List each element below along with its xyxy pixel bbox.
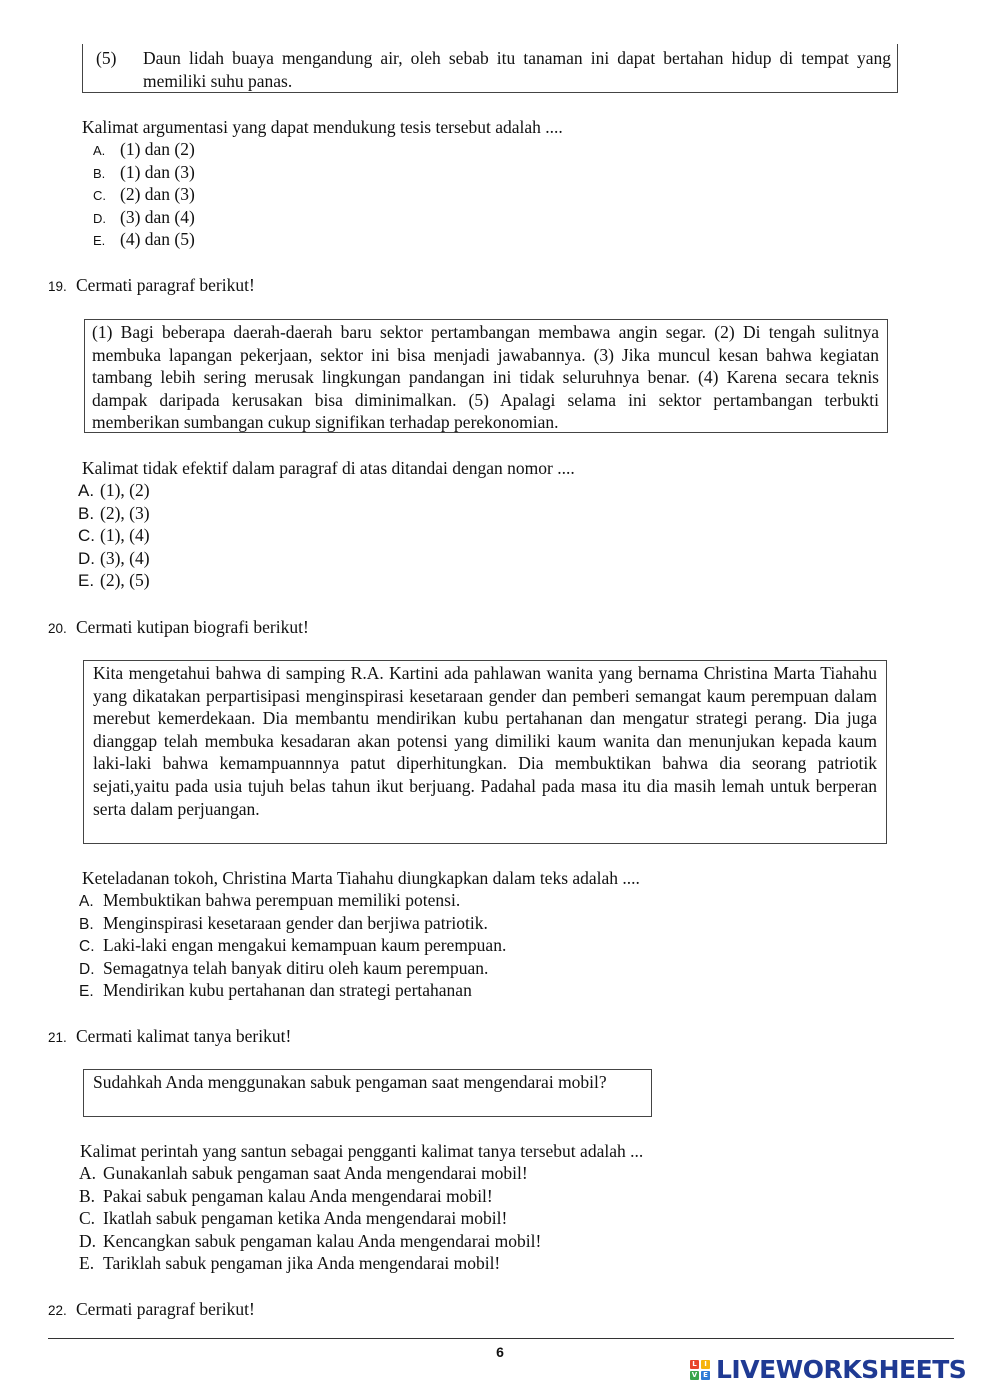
option-text: (1), (4) xyxy=(100,525,150,546)
question-title: Cermati kalimat tanya berikut! xyxy=(76,1026,292,1046)
q21-options xyxy=(79,1162,541,1275)
q19-passage: (1) Bagi beberapa daerah-daerah baru sektor pertambangan membawa angin segar. (2) Di tengah sulitnya membuka lapangan pekerjaan, sektor ini bisa menjadi jawabannya. (3) Jika muncul kesan bahwa kegiatan tambang lebih sering merusak lingkungan pandangan ini tidak seluruhnya benar. (4) Karena secara teknis dampak daripada kerusakan bisa diminimalkan. (5) Apalagi selama ini sektor pertambangan terbukti memberikan sumbangan cukup signifikan terhadap perekonomian. xyxy=(84,319,888,433)
q21-heading xyxy=(48,1025,291,1050)
q19-option-c[interactable] xyxy=(78,524,150,547)
q21-prompt: Kalimat perintah yang santun sebagai pengganti kalimat tanya tersebut adalah ... xyxy=(80,1141,644,1161)
option-label: A. xyxy=(78,481,95,500)
question-number: 19. xyxy=(48,279,67,294)
option-label: C. xyxy=(78,526,95,546)
q19-option-a[interactable] xyxy=(78,479,150,502)
q18-option-b[interactable] xyxy=(93,161,195,184)
question-title: Cermati kutipan biografi berikut! xyxy=(76,617,309,637)
q21-option-c[interactable] xyxy=(79,1207,541,1230)
option-label: C. xyxy=(79,1208,96,1229)
q20-option-c[interactable] xyxy=(79,934,506,957)
q18-prompt: Kalimat argumentasi yang dapat mendukung tesis tersebut adalah .... xyxy=(82,117,563,137)
option-text: Mendirikan kubu pertahanan dan strategi pertahanan xyxy=(103,980,472,1001)
option-text: Ikatlah sabuk pengaman ketika Anda mengendarai mobil! xyxy=(103,1208,508,1229)
option-text: (2) dan (3) xyxy=(120,184,195,205)
q19-option-e[interactable] xyxy=(78,569,150,592)
q19-heading xyxy=(48,274,255,299)
q18-statement-box xyxy=(82,44,898,93)
option-text: Semagatnya telah banyak ditiru oleh kaum perempuan. xyxy=(103,957,489,978)
option-label: A. xyxy=(79,893,94,910)
q21-option-a[interactable] xyxy=(79,1162,541,1185)
q20-option-d[interactable] xyxy=(79,957,506,980)
option-label: B. xyxy=(79,915,94,933)
q18-option-e[interactable] xyxy=(93,228,195,251)
option-text: (4) dan (5) xyxy=(120,229,195,250)
q20-passage: Kita mengetahui bahwa di samping R.A. Kartini ada pahlawan wanita yang bernama Christina Marta Tiahahu yang dikatakan perpartisipasi menginspirasi kesetaraan gender dan pemberi semangat kaum perempuan dalam merebut kemerdekaan. Dia membantu mendirikan kubu pertahanan dan mengatur strategi perang. Dia juga dianggap telah membuka kesadaran akan potensi yang dimiliki kaum wanita dan menunjukan kepada kaum laki-laki bahwa kemampuannnya patut diperhitungkan. Dia membuktikan bahwa dia seorang patriotik sejati,yaitu pada usia tujuh belas tahun ikut berjuang. Padahal pada masa itu dia masih lemah untuk berperan serta dalam perjuangan. xyxy=(83,660,887,844)
option-label: B. xyxy=(93,165,106,181)
option-label: A. xyxy=(79,1163,97,1183)
option-label: E. xyxy=(93,233,106,249)
option-text: Pakai sabuk pengaman kalau Anda mengendarai mobil! xyxy=(103,1185,493,1206)
option-text: Gunakanlah sabuk pengaman saat Anda mengendarai mobil! xyxy=(103,1163,528,1183)
option-text: (1) dan (2) xyxy=(120,139,195,159)
liveworksheets-logo[interactable] xyxy=(690,1354,966,1386)
q21-option-e[interactable] xyxy=(79,1252,541,1275)
q20-heading xyxy=(48,616,309,641)
q22-heading xyxy=(48,1298,255,1323)
question-number: 22. xyxy=(48,1303,67,1318)
brand-name: LIVEWORKSHEETS xyxy=(716,1354,967,1384)
option-text: Kencangkan sabuk pengaman kalau Anda mengendarai mobil! xyxy=(103,1230,542,1251)
q19-passage-left-rule xyxy=(84,319,85,433)
q18-item5-text: Daun lidah buaya mengandung air, oleh sebab itu tanaman ini dapat bertahan hidup di tempat yang memiliki suhu panas. xyxy=(143,48,891,91)
option-label: A. xyxy=(93,143,106,158)
q18-option-d[interactable] xyxy=(93,206,195,229)
q18-option-a[interactable] xyxy=(93,138,195,161)
page-number: 6 xyxy=(496,1344,504,1360)
q19-option-d[interactable] xyxy=(78,547,150,570)
option-text: Menginspirasi kesetaraan gender dan berjiwa patriotik. xyxy=(103,912,488,933)
q18-options xyxy=(93,138,195,251)
option-label: C. xyxy=(79,938,95,956)
q19-options xyxy=(78,479,150,592)
q20-option-a[interactable] xyxy=(79,889,506,912)
option-text: Laki-laki engan mengakui kemampuan kaum perempuan. xyxy=(103,935,507,956)
option-label: D. xyxy=(93,210,106,226)
option-label: D. xyxy=(79,960,95,978)
q19-option-b[interactable] xyxy=(78,502,150,525)
option-text: (3), (4) xyxy=(100,547,150,568)
option-label: E. xyxy=(79,983,94,1001)
option-label: B. xyxy=(79,1185,96,1206)
q20-options xyxy=(79,889,506,1002)
q20-prompt: Keteladanan tokoh, Christina Marta Tiahahu diungkapkan dalam teks adalah .... xyxy=(82,868,640,888)
q21-option-b[interactable] xyxy=(79,1185,541,1208)
option-label: E. xyxy=(78,571,95,591)
option-label: C. xyxy=(93,188,106,204)
option-label: E. xyxy=(79,1253,95,1274)
option-label: D. xyxy=(78,548,95,568)
option-text: (1), (2) xyxy=(100,480,150,500)
footer-divider xyxy=(48,1338,954,1339)
option-text: (2), (5) xyxy=(100,570,150,591)
option-text: (1) dan (3) xyxy=(120,161,195,182)
q19-prompt: Kalimat tidak efektif dalam paragraf di atas ditandai dengan nomor .... xyxy=(82,458,575,478)
q21-passage: Sudahkah Anda menggunakan sabuk pengaman saat mengendarai mobil? xyxy=(83,1069,652,1117)
option-text: Membuktikan bahwa perempuan memiliki potensi. xyxy=(103,890,461,910)
q20-option-e[interactable] xyxy=(79,979,506,1002)
question-number: 20. xyxy=(48,621,67,636)
option-label: D. xyxy=(79,1230,97,1251)
question-number: 21. xyxy=(48,1030,67,1045)
question-title: Cermati paragraf berikut! xyxy=(76,275,255,295)
option-text: (2), (3) xyxy=(100,502,150,523)
option-text: Tariklah sabuk pengaman jika Anda mengendarai mobil! xyxy=(103,1253,501,1274)
q21-option-d[interactable] xyxy=(79,1230,541,1253)
q18-item5-number: (5) xyxy=(96,48,117,68)
q20-option-b[interactable] xyxy=(79,912,506,935)
question-title: Cermati paragraf berikut! xyxy=(76,1299,255,1319)
option-text: (3) dan (4) xyxy=(120,206,195,227)
q18-option-c[interactable] xyxy=(93,183,195,206)
liveworksheets-logo-icon: L I V E xyxy=(690,1360,710,1380)
option-label: B. xyxy=(78,503,95,523)
